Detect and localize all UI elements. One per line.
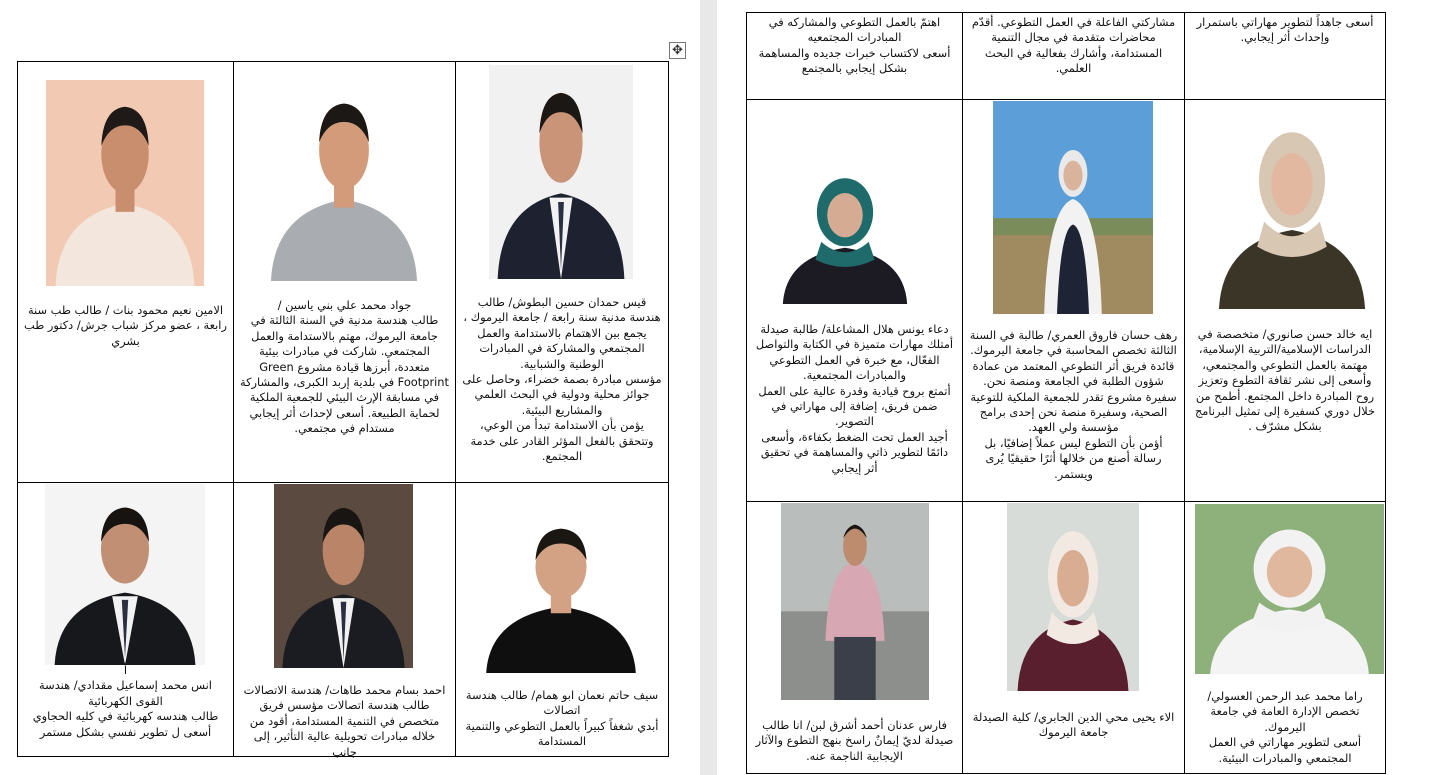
person-bio: أ انس محمد إسماعيل مقدادي/ هندسة القوى الكهربائية طالب هندسه كهربائية في كليه الحجاوي أسعى ل تطوير نفسي بشكل مستمر (32, 663, 219, 739)
person-bio: احمد بسام محمد طاهات/ هندسة الاتصالات طالب هندسة اتصالات مؤسس فريق متخصص في التنمية المستدامة، أقود من خلاله مبادرات تحويلية عالية التأثير، إلى جانب (243, 683, 446, 759)
person-bio: فارس عدنان أحمد أشرق لبن/ انا طالب صيدلة لديّ إيمانٌ راسخ بنهج التطوع والآثار الإيجابية الناجمة عنه. (755, 718, 954, 763)
person-bio: اهتمّ بالعمل التطوعي والمشاركه في المبادرات المجتمعيه أسعى لاكتساب خبرات جديده والمساهمة بشكل إيجابي بالمجتمع (758, 15, 951, 76)
person-bio: دعاء يونس هلال المشاعلة/ طالبة صيدلة أمتلك مهارات متميزة في الكتابة والتواصل الفعّال، مع خبرة في العمل التطوعي والمبادرات المجتمعية. أتمتع بروح قيادية وقدرة عالية على العمل ضمن فريق، إضافة إلى مهاراتي في التصوير. أجيد العمل تحت الضغط بكفاءة، وأسعى دائمًا لتطوير ذاتي والمساهمة في تحقيق أثر إيجابي (755, 322, 954, 475)
person-photo (489, 65, 633, 279)
portrait-image (261, 77, 427, 281)
table-cell (18, 483, 234, 757)
table-cell (747, 13, 963, 100)
portrait-image (45, 484, 205, 665)
portrait-image (771, 156, 919, 304)
person-photo (771, 156, 919, 304)
table-cell (963, 100, 1185, 502)
portrait-image (993, 101, 1153, 314)
table-cell (234, 62, 456, 483)
person-bio: مشاركتي الفاعلة في العمل التطوعي. أقدّم محاضرات متقدمة في مجال التنمية المستدامة، وأشارك بفعالية في البحث العلمي. (971, 15, 1176, 76)
table-cell (1185, 502, 1386, 774)
table-cell (963, 13, 1185, 100)
table-cell (456, 483, 669, 757)
portrait-image (1007, 503, 1139, 691)
person-photo (46, 80, 204, 286)
person-photo (1195, 504, 1384, 674)
person-bio: الامين نعيم محمود بنات / طالب طب سنة رابعة ، عضو مركز شباب جرش/ دكتور طب بشري (24, 303, 227, 348)
page-gutter (700, 0, 717, 775)
person-photo (45, 484, 205, 665)
person-photo (1007, 503, 1139, 691)
person-bio: قيس حمدان حسين البطوش/ طالب هندسة مدنية سنة رابعة / جامعة اليرموك ، يجمع بين الاهتمام بالاستدامة والعمل المجتمعي والمشاركة في المبادرات الوطنية والشبابية. مؤسس مبادرة بصمة خضراء، وحاصل على جوائز محلية ودولية في البحث العلمي والمشاريع البيئية. يؤمن بأن الاستدامة تبدأ من الوعي، وتتحقق بالفعل المؤثر القادر على خدمة المجتمع. (462, 295, 662, 464)
person-bio: سيف حاتم نعمان ابو همام/ طالب هندسة اتصالات أبدي شغفاً كبيراً بالعمل التطوعي والتنمية المستدامة (465, 688, 659, 749)
table-cell (747, 100, 963, 502)
person-bio: أسعى جاهداً لتطوير مهاراتي باستمرار وإحداث أثر إيجابي. (1196, 15, 1374, 45)
table-cell (963, 502, 1185, 774)
person-bio: ايه خالد حسن صانوري/ متخصصة في الدراسات الإسلامية/التربية الإسلامية، مهتمة بالعمل التطوعي والمجتمعي، وأسعى إلى نشر ثقافة التطوع وتعزيز روح المبادرة داخل المجتمع. أطمح من خلال دوري كسفيرة إلى تمثيل البرنامج بشكل مشرّف . (1194, 327, 1376, 434)
person-bio: الاء يحيى محي الدين الجابري/ كلية الصيدلة جامعة اليرموك (972, 710, 1175, 740)
right-table (746, 12, 1386, 774)
portrait-image (1195, 504, 1384, 674)
person-photo (781, 503, 929, 700)
table-cell (1185, 100, 1386, 502)
person-photo (476, 507, 646, 673)
person-photo (274, 484, 413, 668)
table-move-icon[interactable]: ✥ (669, 42, 686, 59)
table-cell (18, 62, 234, 483)
portrait-image (781, 503, 929, 700)
left-page (0, 0, 700, 775)
portrait-image (46, 80, 204, 286)
person-bio: راما محمد عبد الرحمن العسولي/ تخصص الإدارة العامة في جامعة اليرموك. أسعى لتطوير مهاراتي في العمل المجتمعي والمبادرات البيئية. (1207, 689, 1363, 765)
table-cell (1185, 13, 1386, 100)
person-photo (261, 77, 427, 281)
person-bio: رهف حسان فاروق العمري/ طالبة في السنة الثالثة تخصص المحاسبة في جامعة اليرموك. قائدة فريق أثر التطوعي المعتمد من عمادة شؤون الطلبة في الجامعة ومنصة نحن. سفيرة مشروع تقدر للجمعية الملكية للتوعية الصحية، وسفيرة منصة نحن إحدى برامج مؤسسة ولي العهد. أؤمن بأن التطوع ليس عملاً إضافيًا، بل رسالة أصنع من خلالها أثرًا حقيقيًا يُرى ويستمر. (969, 328, 1178, 481)
portrait-image (476, 507, 646, 673)
portrait-image (274, 484, 413, 668)
person-photo (993, 101, 1153, 314)
table-cell (234, 483, 456, 757)
table-cell (456, 62, 669, 483)
person-photo (1205, 101, 1379, 309)
person-bio: جواد محمد علي بني ياسين / طالب هندسة مدنية في السنة الثالثة في جامعة اليرموك، مهتم بالاستدامة والعمل المجتمعي. شاركت في مبادرات بيئية متعددة، أبرزها قيادة مشروع Green Footprint في بلدية إربد الكبرى، والمشاركة في مسابقة الإرث البيئي للجمعية الملكية لحماية الطبيعة. أسعى لإحداث أثر إيجابي مستدام في مجتمعي. (239, 298, 449, 436)
portrait-image (1205, 101, 1379, 309)
right-page (717, 0, 1435, 775)
table-cell (747, 502, 963, 774)
portrait-image (489, 65, 633, 279)
left-table (17, 61, 669, 757)
